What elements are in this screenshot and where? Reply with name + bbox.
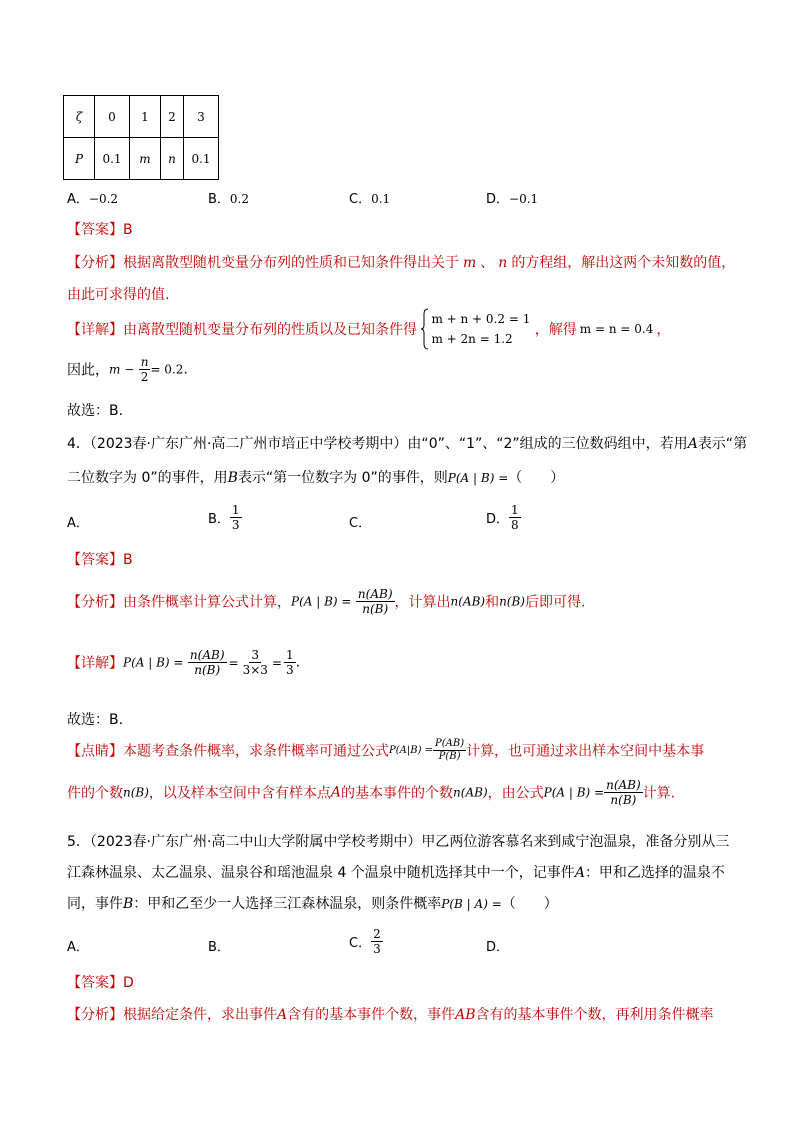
- fraction: [509, 503, 521, 532]
- solution: m = n = 0.4: [579, 322, 654, 336]
- q5-option-a: [67, 936, 89, 955]
- table-row: [64, 138, 219, 180]
- option-label: C．: [349, 192, 372, 207]
- variable-a: A: [687, 436, 698, 452]
- q4-option-d: [486, 503, 521, 532]
- option-label: D．: [486, 192, 510, 207]
- answer-value: D: [123, 975, 134, 991]
- fraction: [188, 648, 227, 677]
- period: .: [183, 361, 188, 378]
- option-label: C．: [349, 516, 372, 531]
- variable-a: A: [277, 1007, 288, 1023]
- q5-option-d: [486, 936, 509, 955]
- separator: 、: [480, 255, 495, 271]
- analysis-text: 含有的基本事件个数，事件: [287, 1007, 456, 1023]
- analysis-text: 后即可得.: [525, 594, 586, 611]
- equation-2: m + 2n = 1.2: [431, 332, 513, 346]
- answer-tag: 【答案】: [67, 975, 123, 991]
- table-cell: 3: [184, 96, 219, 138]
- count-b: n(B): [123, 785, 149, 800]
- fraction: [433, 738, 466, 763]
- equation-rows: [429, 309, 530, 349]
- fraction: [284, 648, 296, 677]
- denominator: P(B): [438, 751, 461, 762]
- q5-option-c: [349, 927, 383, 956]
- stem-text: 4．（2023春·广东广州·高二广州市培正中学校考期中）由“0”、“1”、“2”组成的三位数码组中，若用: [67, 436, 688, 452]
- detail-text: ，: [656, 322, 671, 338]
- variable-b: B: [227, 470, 238, 486]
- analysis-text: 根据离散型随机变量分布列的性质和已知条件得出关于: [123, 255, 459, 271]
- table-cell: m: [130, 138, 161, 180]
- comment-tag: 【点睛】: [67, 743, 123, 760]
- count-ab: n(AB): [450, 594, 486, 609]
- stem-text: ：甲和乙至少一人选择三江森林温泉，则条件概率: [133, 896, 442, 912]
- analysis-tag: 【分析】: [67, 594, 123, 611]
- comment-text: 计算.: [642, 785, 676, 802]
- numerator: 3: [251, 648, 260, 662]
- q4-detail: [67, 648, 300, 677]
- probability-expression: P(A|B) =: [389, 745, 434, 756]
- analysis-text: 由此可求得的值.: [67, 287, 170, 303]
- option-label: B．: [208, 192, 230, 207]
- q4-stem-cont: [67, 467, 564, 487]
- table-cell: 0: [95, 96, 130, 138]
- variable-a: A: [330, 784, 342, 801]
- denominator: n(B): [194, 663, 221, 677]
- numerator: n(AB): [189, 648, 225, 662]
- option-label: C．: [349, 936, 372, 951]
- answer-blank: （ ）: [508, 470, 565, 486]
- q3-option-b: [208, 188, 249, 207]
- q5-stem: [67, 831, 729, 851]
- option-value: 0.1: [371, 192, 391, 206]
- table-cell: P: [64, 138, 95, 180]
- option-value: 0.2: [229, 192, 250, 206]
- q5-analysis: [67, 1004, 714, 1024]
- probability-expression: P(A | B) =: [447, 471, 509, 485]
- stem-text: ：甲和乙选择的温泉不: [584, 865, 725, 881]
- comment-text: 本题考查条件概率，求条件概率可通过公式: [123, 743, 389, 760]
- denominator: 3: [285, 663, 294, 677]
- denominator: n(B): [362, 602, 389, 616]
- denominator: 3: [231, 518, 240, 532]
- analysis-tag: 【分析】: [67, 255, 123, 271]
- analysis-text: ，计算出: [394, 594, 451, 611]
- period: .: [295, 654, 301, 671]
- equals: =: [271, 655, 282, 670]
- detail-text: 由离散型随机变量分布列的性质以及已知条件得: [123, 322, 417, 338]
- q4-analysis: [67, 587, 585, 616]
- probability-expression: P(A | B) =: [123, 655, 184, 670]
- q4-option-c: [349, 512, 371, 531]
- numerator: n(AB): [606, 778, 641, 792]
- q3-option-d: [486, 188, 538, 207]
- option-label: A．: [67, 940, 89, 955]
- q5-stem-cont: [67, 862, 725, 882]
- stem-text: 同，事件: [67, 896, 123, 912]
- brace-icon: [421, 308, 429, 350]
- numerator: 1: [231, 503, 240, 517]
- choose-text: 故选：B.: [67, 712, 124, 728]
- detail-tag: 【详解】: [67, 655, 123, 672]
- stem-text: 二位数字为 0”的事件，用: [67, 470, 228, 486]
- analysis-text: 根据给定条件，求出事件: [123, 1007, 277, 1023]
- stem-text: 5．（2023春·广东广州·高二中山大学附属中学校考期中）甲乙两位游客慕名来到咸宁泡温泉，准备分别从三: [67, 834, 730, 850]
- q4-option-a: [67, 512, 89, 531]
- answer-value: B: [123, 222, 133, 238]
- analysis-text: 和: [485, 594, 500, 611]
- comment-text: ，由公式: [487, 785, 544, 802]
- fraction: [241, 648, 270, 677]
- comment-text: 计算，也可通过求出样本空间中基本事: [466, 743, 705, 760]
- option-label: B．: [208, 940, 230, 955]
- table-cell: n: [161, 138, 184, 180]
- variable-n: n: [498, 255, 508, 271]
- equation-system: [421, 308, 530, 350]
- equation-1: m + n + 0.2 = 1: [431, 312, 531, 326]
- numerator: 1: [285, 648, 294, 662]
- distribution-table: [63, 95, 219, 180]
- detail-tag: 【详解】: [67, 322, 123, 338]
- stem-text: 表示“第一位数字为 0”的事件，则: [237, 470, 448, 486]
- expression: m −: [109, 362, 135, 377]
- choose-text: 故选：B.: [67, 403, 124, 419]
- stem-text: 江森林温泉、太乙温泉、温泉谷和瑶池温泉 4 个温泉中随机选择其中一个，记事件: [67, 865, 575, 881]
- variable-a: A: [574, 865, 585, 881]
- variable-m: m: [463, 255, 477, 271]
- comment-text: 件的个数: [67, 785, 123, 802]
- analysis-text: 由条件概率计算公式计算，: [123, 594, 291, 611]
- q4-answer: [67, 549, 133, 569]
- answer-tag: 【答案】: [67, 552, 123, 568]
- numerator: n(AB): [357, 587, 393, 601]
- table-cell: 2: [161, 96, 184, 138]
- table-cell: 0.1: [95, 138, 130, 180]
- fraction: [230, 503, 242, 532]
- option-value: −0.1: [509, 192, 539, 206]
- q3-option-c: [349, 188, 390, 207]
- denominator: n(B): [610, 793, 637, 807]
- fraction: [139, 355, 151, 384]
- probability-expression: P(A | B) =: [543, 785, 605, 800]
- analysis-text: 的方程组，解出这两个未知数的值，: [511, 255, 736, 271]
- answer-blank: （ ）: [501, 896, 558, 912]
- result: = 0.2: [150, 362, 184, 377]
- table-row: [64, 96, 219, 138]
- probability-expression: P(B | A) =: [441, 897, 502, 911]
- answer-tag: 【答案】: [67, 222, 123, 238]
- detail-text: ，解得: [534, 322, 577, 338]
- count-b: n(B): [499, 594, 525, 609]
- q4-choose: [67, 709, 123, 729]
- option-value: −0.2: [88, 192, 119, 206]
- option-label: A．: [67, 192, 89, 207]
- analysis-text: 含有的基本事件个数，再利用条件概率: [475, 1007, 714, 1023]
- comment-text: ，以及样本空间中含有样本点: [148, 785, 331, 802]
- q4-stem: [67, 433, 747, 453]
- q5-option-b: [208, 936, 230, 955]
- table-cell: 1: [130, 96, 161, 138]
- option-label: A．: [67, 516, 89, 531]
- analysis-tag: 【分析】: [67, 1007, 123, 1023]
- comment-text: 的基本事件的个数: [341, 785, 454, 802]
- denominator: 8: [511, 518, 519, 532]
- option-label: D．: [486, 940, 510, 955]
- answer-value: B: [123, 552, 133, 568]
- denominator: 3×3: [242, 663, 268, 677]
- option-label: B．: [208, 512, 230, 527]
- count-ab: n(AB): [453, 785, 488, 800]
- q4-comment: [67, 738, 704, 763]
- numerator: 1: [511, 503, 519, 517]
- variable-ab: AB: [455, 1007, 476, 1023]
- probability-expression: P(A | B) =: [291, 594, 352, 609]
- q3-detail: [67, 308, 670, 350]
- q4-comment-cont: [67, 778, 675, 807]
- q3-option-a: [67, 188, 118, 207]
- q4-option-b: [208, 503, 242, 532]
- numerator: n: [140, 355, 149, 369]
- equals: =: [228, 655, 239, 670]
- q3-analysis-cont: [67, 284, 169, 304]
- denominator: 2: [140, 370, 149, 384]
- q5-stem-cont2: [67, 893, 558, 913]
- denominator: 3: [373, 942, 381, 956]
- q3-answer: [67, 219, 133, 239]
- option-label: D．: [486, 512, 510, 527]
- q3-analysis: [67, 252, 735, 272]
- q3-choose: [67, 400, 123, 420]
- fraction: [371, 927, 383, 956]
- fraction: [356, 587, 395, 616]
- variable-b: B: [123, 896, 134, 912]
- fraction: [604, 778, 643, 807]
- table-cell: 0.1: [184, 138, 219, 180]
- q3-therefore: [67, 355, 188, 384]
- q5-answer: [67, 972, 134, 992]
- therefore-text: 因此，: [67, 362, 109, 379]
- stem-text: 表示“第: [697, 436, 748, 452]
- table-cell: ζ: [64, 96, 95, 138]
- numerator: 2: [373, 927, 381, 941]
- numerator: P(AB): [435, 738, 465, 749]
